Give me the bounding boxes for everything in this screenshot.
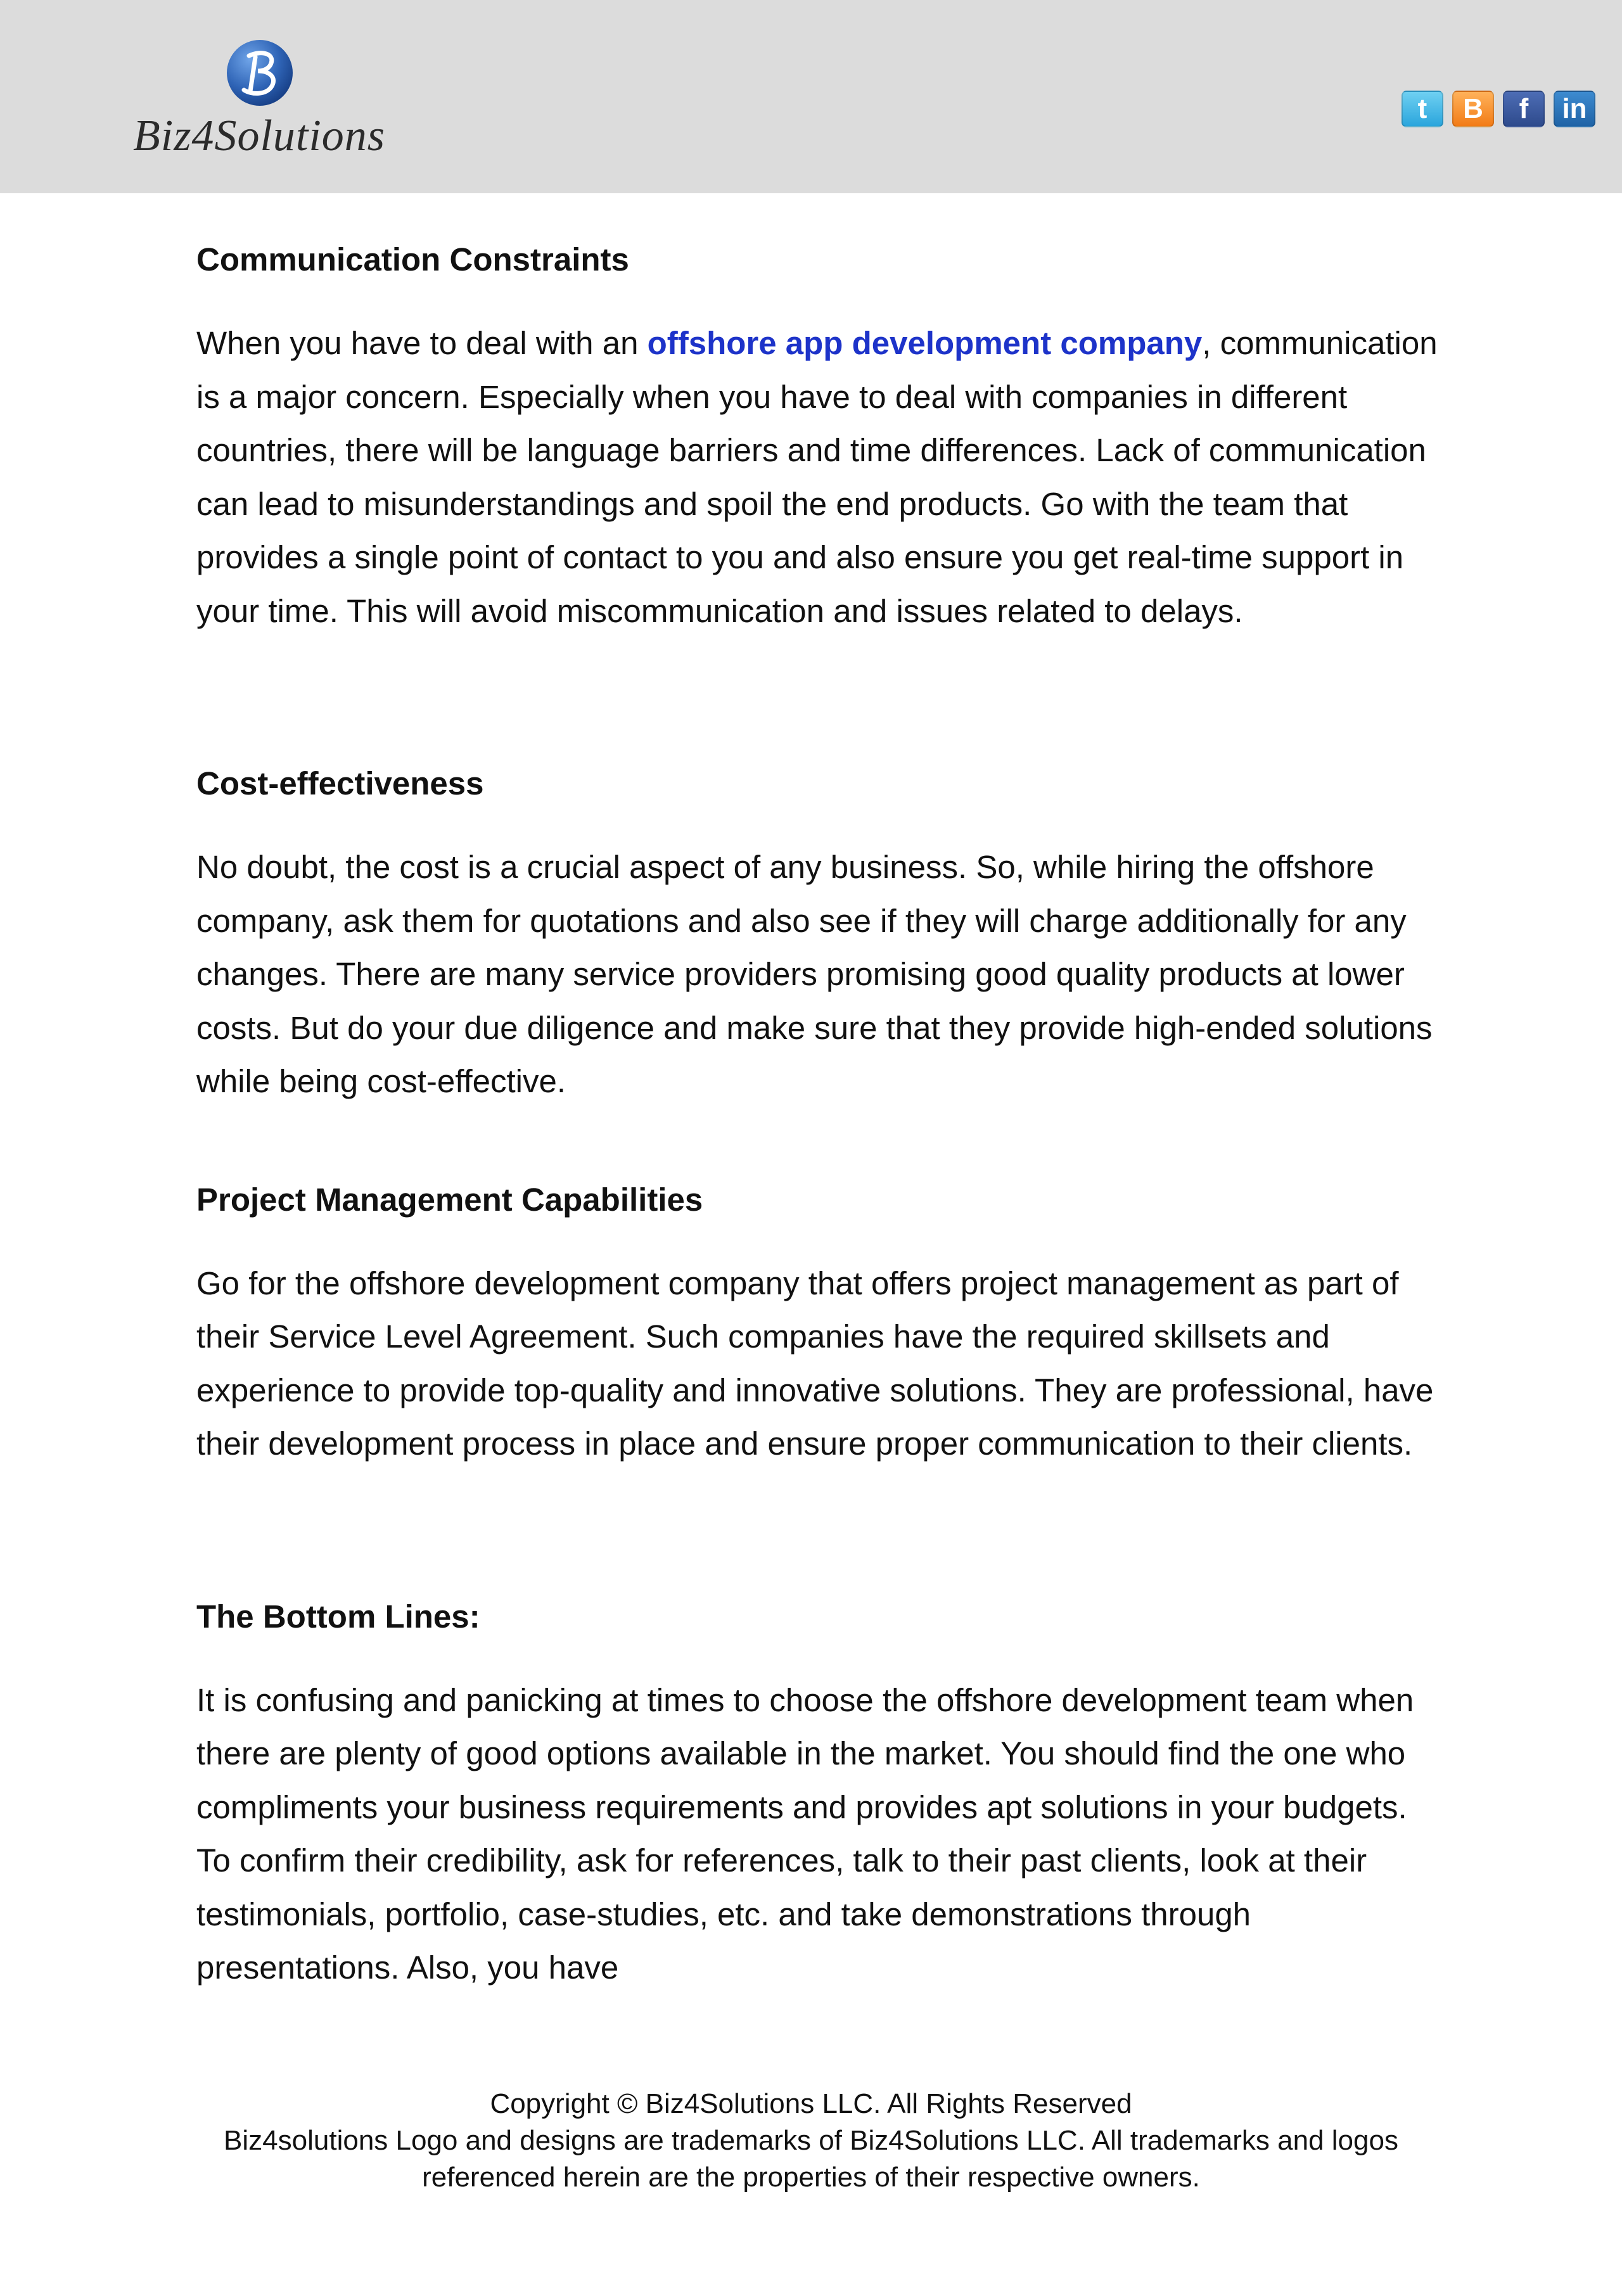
section-paragraph-bottom-lines: It is confusing and panicking at times to choose the offshore development team when there are plenty of good options available in the market. You should find the one who compliments your business requirements and provides apt solutions in your budgets. To confirm their credibility, ask for references, talk to their past clients, look at their testimonials, portfolio, case-studies, etc. and take demonstrations through presentations. Also, you have <box>196 1681 1414 1986</box>
social-links <box>1402 91 1595 127</box>
section-paragraph-cost: No doubt, the cost is a crucial aspect of any business. So, while hiring the offshore company, ask them for quotations and also see if they will charge additionally for any changes. There are many service providers promising good quality products at lower costs. But do your due diligence and make sure that they provide high-ended solutions while being cost-effective. <box>196 849 1433 1099</box>
section-title-cost: Cost-effectiveness <box>196 765 484 801</box>
section-title-project-management: Project Management Capabilities <box>196 1181 703 1218</box>
trademark-line: Biz4solutions Logo and designs are trademarks of Biz4Solutions LLC. All trademarks and logos <box>224 2125 1398 2156</box>
trademark-line-2: referenced herein are the properties of their respective owners. <box>422 2162 1200 2193</box>
page-footer <box>0 2086 1622 2196</box>
twitter-icon[interactable]: t <box>1402 91 1443 127</box>
logo-mark-icon <box>225 38 295 108</box>
page-header <box>0 0 1622 193</box>
facebook-icon[interactable]: f <box>1503 91 1545 127</box>
copyright-line: Copyright © Biz4Solutions LLC. All Rights Reserved <box>490 2088 1132 2119</box>
blogger-icon[interactable]: B <box>1452 91 1494 127</box>
brand-logo[interactable] <box>133 38 399 165</box>
section-paragraph-communication <box>196 317 1438 638</box>
article-body <box>196 241 1438 1995</box>
linkedin-icon[interactable]: in <box>1554 91 1595 127</box>
offshore-app-development-link[interactable]: offshore app development company <box>647 325 1203 361</box>
section-title-communication: Communication Constraints <box>196 241 629 277</box>
brand-name: Biz4Solutions <box>133 112 386 160</box>
paragraph-intro: When you have to deal with an <box>196 325 648 361</box>
section-paragraph-project-management: Go for the offshore development company that offers project management as part of their Service Level Agreement. Such companies have the required skillsets and experience to provide top-quality and innovative solutions. They are professional, have their development process in place and ensure proper communication to their clients. <box>196 1265 1434 1462</box>
paragraph-body: , communication is a major concern. Especially when you have to deal with companies in different countries, there will be language barriers and time differences. Lack of communication can lead to misunderstandings and spoil the end products. Go with the team that provides a single point of contact to you and also ensure you get real-time support in your time. This will avoid miscommunication and issues related to delays. <box>196 325 1438 629</box>
section-title-bottom-lines: The Bottom Lines: <box>196 1598 480 1635</box>
